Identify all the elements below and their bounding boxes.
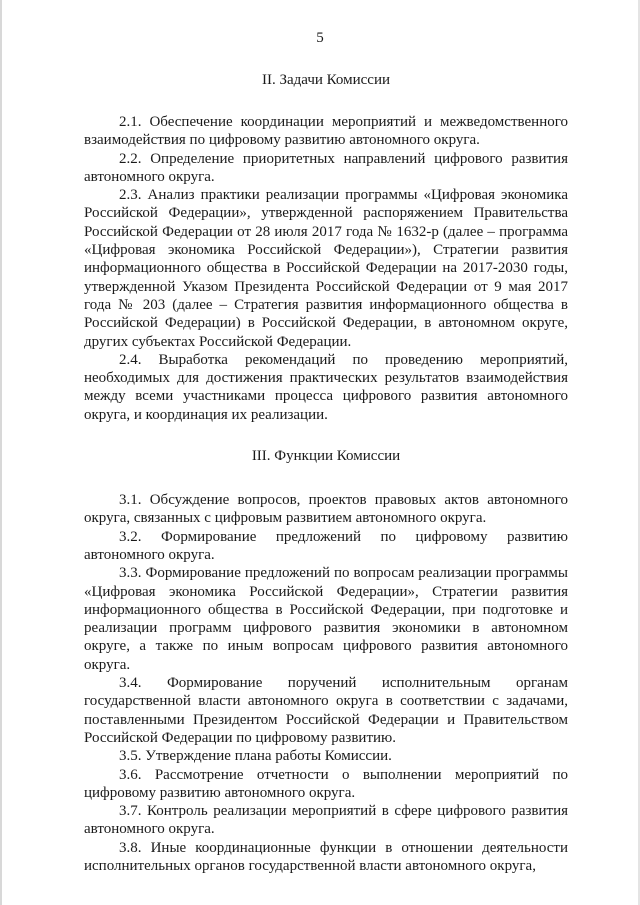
paragraph-3-7: 3.7. Контроль реализации мероприятий в сфере цифрового развития автономного округа. [84,803,568,838]
paragraph-2-3: 2.3. Анализ практики реализации программы «Цифровая экономика Российской Федерации», утвержденной распоряжением Правительства Российской Федерации от 28 июля 2017 года № 1632-р (далее – программа «Цифровая экономика Российской Федерации»), Стратегии развития информационного общества в Российской Федерации на 2017-2030 годы, утвержденной Указом Президента Российской Федерации от 9 мая 2017 года № 203 (далее – Стратегия развития информационного общества в Российской Федерации) в Российской Федерации, в автономном округе, других субъектах Российской Федерации. [84,187,568,350]
scan-edge-left [0,0,2,905]
paragraph-3-4: 3.4. Формирование поручений исполнительным органам государственной власти автономного округа в соответствии с задачами, поставленными Президентом Российской Федерации и Правительством Российской Федерации по цифровому развитию. [84,675,568,746]
paragraph-3-8: 3.8. Иные координационные функции в отношении деятельности исполнительных органов государственной власти автономного округа, [84,839,568,874]
paragraph-3-6: 3.6. Рассмотрение отчетности о выполнении мероприятий по цифровому развитию автономного округа. [84,766,568,801]
paragraph-3-3: 3.3. Формирование предложений по вопросам реализации программы «Цифровая экономика Российской Федерации», Стратегии развития информационного общества в Российской Федерации, при подготовке и реализации программ цифрового развития экономики в автономном округе, а также по иным вопросам цифрового развития автономного округа. [84,565,568,673]
paragraph-2-2: 2.2. Определение приоритетных направлений цифрового развития автономного округа. [84,150,568,185]
paragraph-3-2: 3.2. Формирование предложений по цифровому развитию автономного округа. [84,528,568,563]
section-2-heading: II. Задачи Комиссии [261,72,391,88]
paragraph-3-5: 3.5. Утверждение плана работы Комиссии. [119,748,392,765]
paragraph-2-4: 2.4. Выработка рекомендаций по проведению мероприятий, необходимых для достижения практических результатов взаимодействия между всеми участниками процесса цифрового развития автономного округа, и координация их реализации. [84,351,568,423]
section-3-heading: III. Функции Комиссии [251,448,401,465]
paragraph-2-1: 2.1. Обеспечение координации мероприятий и межведомственного взаимодействия по цифровому развитию автономного округа. [84,114,568,149]
paragraph-3-1: 3.1. Обсуждение вопросов, проектов правовых актов автономного округа, связанных с цифровым развитием автономного округа. [84,492,568,527]
page-number: 5 [316,30,324,46]
document-body [84,66,568,875]
